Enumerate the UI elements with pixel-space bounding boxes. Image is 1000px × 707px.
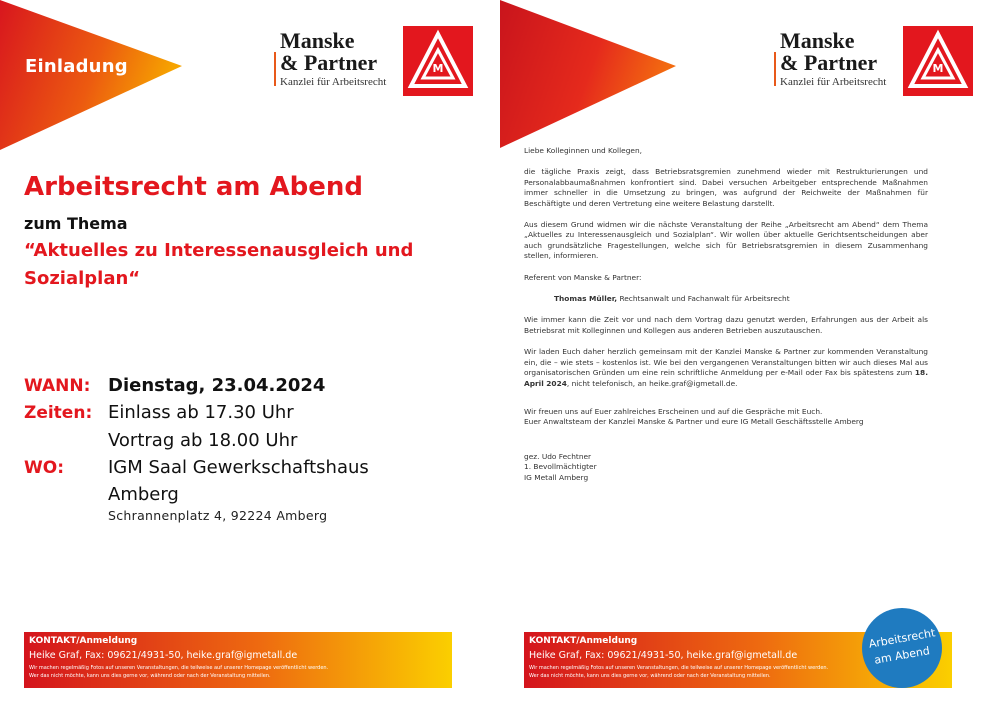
brand-logo	[780, 30, 900, 88]
series-badge	[862, 608, 942, 688]
brand-name-line2: & Partner	[280, 50, 378, 75]
letter-body	[524, 146, 928, 494]
brand-name-line2: & Partner	[780, 50, 878, 75]
address: Schrannenplatz 4, 92224 Amberg	[108, 508, 328, 523]
topic-intro: zum Thema	[24, 214, 128, 233]
signature-org: IG Metall Amberg	[524, 472, 589, 482]
time-talk: Vortrag ab 18.00 Uhr	[108, 430, 298, 451]
letter-paragraph-4	[524, 347, 928, 389]
footer-optout-note: Wer das nicht möchte, kann uns dies gerne vor, während oder nach der Veranstaltung mitteilen.	[29, 673, 271, 679]
badge-line-1: Arbeitsrecht	[867, 626, 937, 651]
letter-closing	[524, 407, 928, 428]
signature-title: 1. Bevollmächtigter	[524, 462, 597, 472]
ig-metall-logo	[403, 26, 473, 96]
contact-footer	[24, 632, 452, 688]
brand-logo	[280, 30, 400, 88]
referent-role: Rechtsanwalt und Fachanwalt für Arbeitsrecht	[617, 294, 790, 304]
letter-paragraph-3: Wie immer kann die Zeit vor und nach dem Vortrag dazu genutzt werden, Erfahrungen aus der Arbeit als Betriebsrat mit Kolleginnen und Kollegen aus anderen Betrieben auszutauschen.	[524, 315, 928, 335]
ig-metall-logo	[903, 26, 973, 96]
letter-referent-intro: Referent von Manske & Partner:	[524, 272, 642, 282]
brand-divider	[774, 52, 776, 86]
svg-text:M: M	[932, 62, 944, 75]
svg-text:M: M	[432, 62, 444, 75]
letter-referent	[524, 294, 928, 304]
registration-deadline: 18. April 2024	[524, 368, 928, 388]
footer-title: KONTAKT/Anmeldung	[29, 636, 138, 646]
letter-greeting: Liebe Kolleginnen und Kollegen,	[524, 146, 642, 155]
closing-line-2: Euer Anwaltsteam der Kanzlei Manske & Partner und eure IG Metall Geschäftsstelle Amberg	[524, 417, 864, 427]
where-line2: Amberg	[108, 484, 179, 505]
closing-line-1: Wir freuen uns auf Euer zahlreiches Erscheinen und auf die Gespräche mit Euch.	[524, 406, 823, 416]
footer-photo-note: Wir machen regelmäßig Fotos auf unseren Veranstaltungen, die teilweise auf unserer Homepage veröffentlicht werden.	[529, 665, 829, 671]
letter-paragraph-1: die tägliche Praxis zeigt, dass Betriebsratsgremien zunehmend wieder mit Restrukturierungen und Personalabbaumaßnahmen konfrontiert sind. Dabei versuchen Arbeitgeber entsprechende Maßnahmen immer schneller in die Umsetzung zu bringen, was aufgrund der Reichweite der Maßnahmen für Beschäftigte und deren Vertretung eine weitere Belastung darstellt.	[524, 167, 928, 208]
letter-paragraph-2: Aus diesem Grund widmen wir die nächste Veranstaltung der Reihe „Arbeitsrecht am Abend“ dem Thema „Aktuelles zu Interessenausgleich und Sozialplan“. Wir wollen über aktuelle Gerichtsentscheidungen aber auch grundsätzliche Fragestellungen, welche sich für Betriebsratsgremien in diesem Zusammenhang stellen, informieren.	[524, 220, 928, 261]
footer-optout-note: Wer das nicht möchte, kann uns dies gerne vor, während oder nach der Veranstaltung mitteilen.	[529, 673, 771, 679]
badge-line-2: am Abend	[873, 644, 931, 667]
brand-tagline: Kanzlei für Arbeitsrecht	[780, 76, 887, 88]
brand-name-line1: Manske	[780, 28, 855, 53]
times-label: Zeiten:	[24, 403, 93, 423]
referent-name: Thomas Müller,	[554, 294, 618, 304]
footer-contact: Heike Graf, Fax: 09621/4931-50, heike.graf@igmetall.de	[29, 650, 298, 661]
letter-signature	[524, 452, 928, 483]
brand-name-line1: Manske	[280, 28, 355, 53]
footer-contact: Heike Graf, Fax: 09621/4931-50, heike.graf@igmetall.de	[529, 650, 798, 661]
footer-title: KONTAKT/Anmeldung	[529, 636, 638, 646]
when-value: Dienstag, 23.04.2024	[108, 375, 326, 396]
topic-title: “Aktuelles zu Interessenausgleich und Sozialplan“	[24, 240, 414, 289]
where-label: WO:	[24, 458, 65, 478]
corner-triangle-graphic	[500, 0, 690, 150]
event-title: Arbeitsrecht am Abend	[24, 172, 364, 202]
time-admission: Einlass ab 17.30 Uhr	[108, 402, 294, 423]
brand-tagline: Kanzlei für Arbeitsrecht	[280, 76, 387, 88]
signature-name: gez. Udo Fechtner	[524, 451, 592, 461]
brand-divider	[274, 52, 276, 86]
invitation-label: Einladung	[25, 56, 128, 77]
p4-text-a: Wir laden Euch daher herzlich gemeinsam mit der Kanzlei Manske & Partner zur kommenden Veranstaltung ein, die – wie stets – kostenlos ist. Wie bei den vergangenen Veranstaltungen bitten wir auch dieses Mal aus organisatorischen Gründen um eine rein schriftliche Anmeldung per e-Mail oder Fax bis spätestens zum	[524, 347, 928, 378]
p4-text-b: , nicht telefonisch, an heike.graf@igmetall.de.	[566, 378, 738, 388]
where-line1: IGM Saal Gewerkschaftshaus	[108, 457, 369, 478]
letter-page	[500, 0, 1000, 707]
footer-photo-note: Wir machen regelmäßig Fotos auf unseren Veranstaltungen, die teilweise auf unserer Homepage veröffentlicht werden.	[29, 665, 329, 671]
when-label: WANN:	[24, 376, 91, 396]
